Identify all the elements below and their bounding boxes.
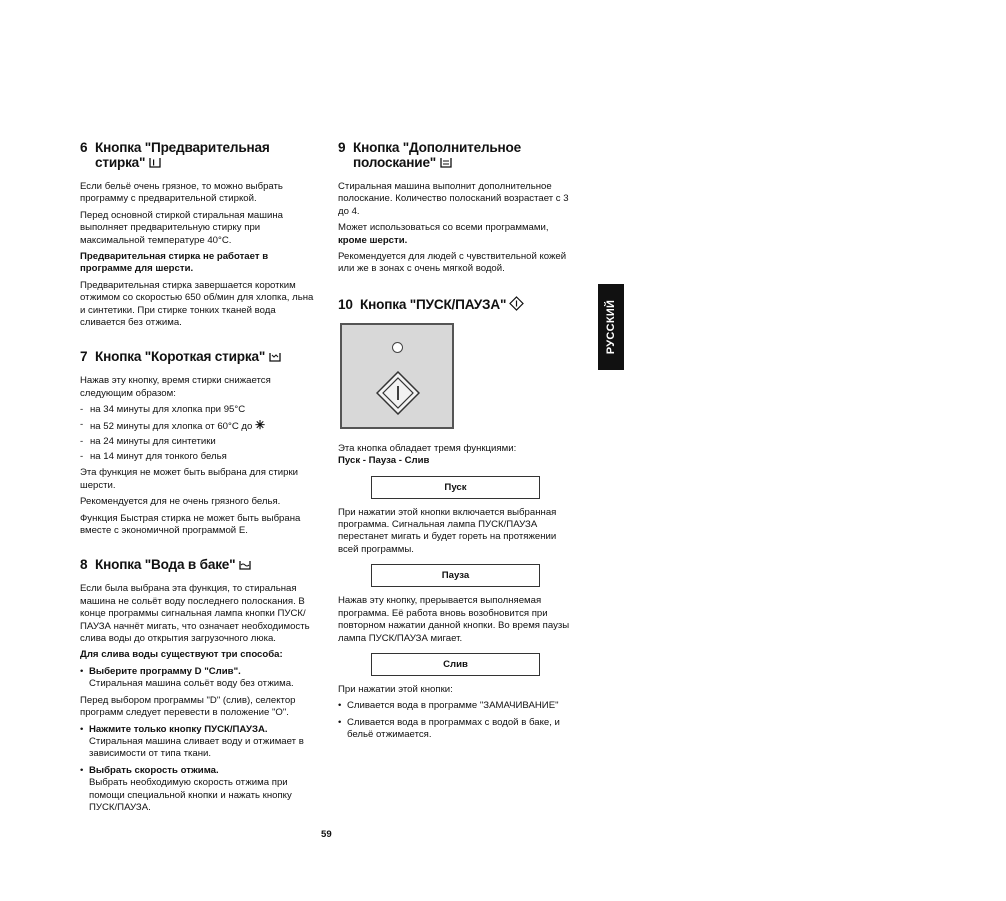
note-bold: Предварительная стирка не работает в программе для шерсти. xyxy=(80,251,269,275)
start-pause-icon xyxy=(509,296,524,314)
time-reduction-list xyxy=(80,404,316,463)
heading-text: Кнопка "Предварительная xyxy=(95,140,270,155)
language-tab xyxy=(598,284,624,370)
list-item: - на 52 минуты для хлопка от 60°C до ✳ xyxy=(80,419,316,433)
list-item: - на 14 минут для тонкого белья xyxy=(80,451,316,463)
list-item: - на 34 минуты для хлопка при 95°C xyxy=(80,404,316,416)
control-panel-illustration xyxy=(340,323,454,429)
drain-functions-list xyxy=(338,700,570,741)
left-column xyxy=(80,140,316,834)
list-item: • Сливается вода в программах с водой в баке, и бельё отжимается. xyxy=(338,717,570,742)
start-pause-button-icon xyxy=(376,371,420,420)
paragraph: Рекомендуется для людей с чувствительной кожей или же в зонах с очень мягкой водой. xyxy=(338,251,567,275)
paragraph: Стиральная машина выполнит дополнительное полоскание. Количество полосканий возрастает с 3 до 4. xyxy=(338,181,569,217)
drain-options-list xyxy=(80,724,316,815)
prewash-icon xyxy=(148,156,162,172)
section-number: 10 xyxy=(338,296,353,312)
section-number: 7 xyxy=(80,349,88,365)
drain-options-list xyxy=(80,666,316,691)
paragraph: Нажав эту кнопку, прерывается выполняемая программа. Её работа вновь возобновится при повторном нажатии данной кнопки. Во время паузы лампа ПУСК/ПАУЗА мигает. xyxy=(338,595,570,644)
heading-text: Кнопка "Вода в баке" xyxy=(95,557,236,573)
list-item: • Сливается вода в программе "ЗАМАЧИВАНИЕ" xyxy=(338,700,570,712)
function-box-pause: Пауза xyxy=(371,564,540,587)
section-extra-rinse xyxy=(338,140,570,276)
paragraph: Если была выбрана эта функция, то стиральная машина не сольёт воду последнего полоскания. В конце программы сигнальная лампа кнопки ПУСК/ПАУЗА начнёт мигать, что означает необходимость слива воды до открытия загрузочного люка. xyxy=(80,583,310,645)
rinse-hold-icon xyxy=(238,559,252,574)
indicator-lamp-icon xyxy=(392,342,403,353)
right-column xyxy=(338,140,570,762)
note-bold: Для слива воды существуют три способа: xyxy=(80,649,283,661)
paragraph: Эта функция не может быть выбрана для стирки шерсти. xyxy=(80,467,298,491)
cold-star-icon: ✳ xyxy=(255,418,266,433)
heading-text: Кнопка "Короткая стирка" xyxy=(95,349,266,365)
paragraph: При нажатии этой кнопки: xyxy=(338,683,453,695)
page-number: 59 xyxy=(321,829,332,840)
heading-text: полоскание" xyxy=(353,155,437,170)
short-wash-heading xyxy=(80,349,316,366)
rinse-hold-heading xyxy=(80,557,316,574)
list-item: • Нажмите только кнопку ПУСК/ПАУЗА. Стиральная машина сливает воду и отжимает в зависимости от типа ткани. xyxy=(80,724,316,761)
paragraph: Предварительная стирка завершается коротким отжимом со скоростью 650 об/мин для хлопка, льна и синтетики. При стирке тонких тканей вода сливается без отжима. xyxy=(80,279,314,329)
section-number: 8 xyxy=(80,557,88,573)
function-box-drain: Слив xyxy=(371,653,540,676)
section-prewash xyxy=(80,140,316,329)
paragraph: Эта кнопка обладает тремя функциями: xyxy=(338,442,517,454)
prewash-heading xyxy=(80,140,316,172)
section-short-wash xyxy=(80,349,316,537)
extra-rinse-icon xyxy=(439,156,453,172)
heading-text: Кнопка "Дополнительное xyxy=(353,140,522,155)
heading-text: Кнопка "ПУСК/ПАУЗА" xyxy=(360,296,507,312)
section-number: 9 xyxy=(338,140,346,155)
list-item: • Выбрать скорость отжима. Выбрать необходимую скорость отжима при помощи специальной кнопки и нажать кнопку ПУСК/ПАУЗА. xyxy=(80,765,316,815)
paragraph: Может использоваться со всеми программами, кроме шерсти. xyxy=(338,222,549,246)
section-rinse-hold xyxy=(80,557,316,814)
language-tab-label: РУССКИЙ xyxy=(605,299,617,355)
heading-text: стирка" xyxy=(95,155,146,170)
paragraph: Перед выбором программы "D" (слив), селектор программ следует перевести в положение "O". xyxy=(80,694,296,719)
function-box-start: Пуск xyxy=(371,476,540,499)
short-wash-icon xyxy=(268,351,282,366)
section-start-pause xyxy=(338,296,570,742)
extra-rinse-heading xyxy=(338,140,570,172)
functions-list: Пуск - Пауза - Слив xyxy=(338,455,430,467)
paragraph: При нажатии этой кнопки включается выбранная программа. Сигнальная лампа ПУСК/ПАУЗА перестанет мигать и будет гореть на протяжении всей программы. xyxy=(338,506,557,555)
start-pause-heading xyxy=(338,296,570,314)
paragraph: Функция Быстрая стирка не может быть выбрана вместе с экономичной программой E. xyxy=(80,512,301,537)
paragraph: Перед основной стиркой стиральная машина выполняет предварительную стирку при максимальной температуре 40°C. xyxy=(80,209,283,246)
paragraph: Рекомендуется для не очень грязного белья. xyxy=(80,496,281,508)
list-item: - на 24 минуты для синтетики xyxy=(80,436,316,448)
paragraph: Если бельё очень грязное, то можно выбрать программу с предварительной стиркой. xyxy=(80,181,283,205)
paragraph: Нажав эту кнопку, время стирки снижается следующим образом: xyxy=(80,375,271,399)
section-number: 6 xyxy=(80,140,88,155)
svg-text:I: I xyxy=(152,158,155,168)
list-item: • Выберите программу D "Слив". Стиральная машина сольёт воду без отжима. xyxy=(80,666,316,691)
